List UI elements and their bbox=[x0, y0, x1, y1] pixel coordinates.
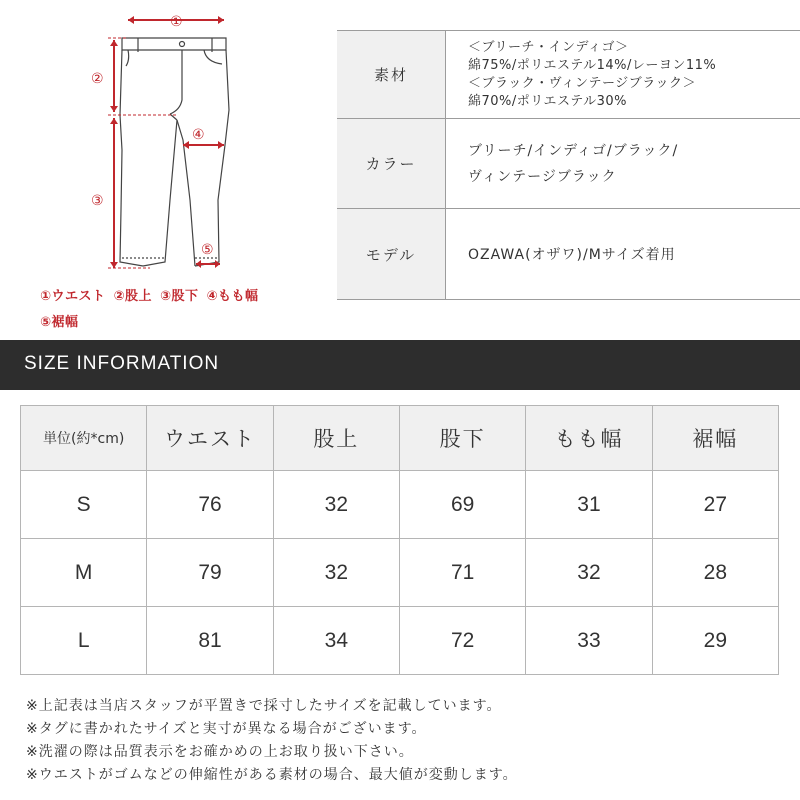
cell-inseam: 72 bbox=[399, 607, 525, 675]
cell-thigh: 33 bbox=[526, 607, 652, 675]
marker-5: ⑤ bbox=[201, 242, 214, 258]
table-row bbox=[21, 607, 779, 675]
measurement-diagram bbox=[0, 0, 330, 340]
cell-inseam: 69 bbox=[399, 471, 525, 539]
size-table-header bbox=[21, 406, 779, 471]
color-line: ヴィンテージブラック bbox=[468, 168, 617, 185]
size-information-bar bbox=[0, 340, 800, 390]
header-unit: 単位(約*cm) bbox=[21, 406, 147, 471]
legend-hem: ⑤裾幅 bbox=[40, 315, 79, 330]
spec-value-material bbox=[446, 31, 800, 119]
cell-thigh: 32 bbox=[526, 539, 652, 607]
spec-value-model bbox=[446, 209, 800, 300]
cell-hem: 28 bbox=[652, 539, 778, 607]
header-waist: ウエスト bbox=[147, 406, 273, 471]
material-line: 綿75%/ポリエステル14%/レーヨン11% bbox=[468, 57, 717, 73]
size-label: S bbox=[21, 471, 147, 539]
legend-row-1 bbox=[40, 285, 267, 304]
header-inseam: 股下 bbox=[399, 406, 525, 471]
note-line: ※タグに書かれたサイズと実寸が異なる場合がございます。 bbox=[26, 721, 427, 737]
legend-thigh: ④もも幅 bbox=[206, 289, 259, 304]
cell-waist: 81 bbox=[147, 607, 273, 675]
material-line: ＜ブリーチ・インディゴ＞ bbox=[468, 39, 629, 55]
header-rise: 股上 bbox=[273, 406, 399, 471]
cell-thigh: 31 bbox=[526, 471, 652, 539]
material-line: ＜ブラック・ヴィンテージブラック＞ bbox=[468, 75, 696, 91]
model-line: OZAWA(オザワ)/Mサイズ着用 bbox=[468, 247, 676, 263]
spec-row-color bbox=[337, 119, 800, 209]
spec-label-color: カラー bbox=[337, 119, 446, 209]
guide-lines bbox=[108, 38, 176, 268]
table-row bbox=[21, 471, 779, 539]
table-row bbox=[21, 539, 779, 607]
size-information-title: SIZE INFORMATION bbox=[24, 353, 220, 374]
cell-rise: 34 bbox=[273, 607, 399, 675]
marker-1: ① bbox=[170, 14, 183, 30]
cell-waist: 76 bbox=[147, 471, 273, 539]
size-label: L bbox=[21, 607, 147, 675]
cell-rise: 32 bbox=[273, 471, 399, 539]
legend-rise: ②股上 bbox=[113, 289, 153, 304]
spec-row-model bbox=[337, 209, 800, 300]
spec-row-material bbox=[337, 31, 800, 119]
cell-rise: 32 bbox=[273, 539, 399, 607]
cell-waist: 79 bbox=[147, 539, 273, 607]
cell-hem: 29 bbox=[652, 607, 778, 675]
jeans-outline bbox=[120, 38, 229, 266]
spec-label-material: 素材 bbox=[337, 31, 446, 119]
spec-label-model: モデル bbox=[337, 209, 446, 300]
color-line: ブリーチ/インディゴ/ブラック/ bbox=[468, 142, 679, 159]
spec-value-color bbox=[446, 119, 800, 209]
spec-table bbox=[337, 30, 800, 300]
header-thigh: もも幅 bbox=[526, 406, 652, 471]
note-line: ※ウエストがゴムなどの伸縮性がある素材の場合、最大値が変動します。 bbox=[26, 767, 518, 783]
cell-inseam: 71 bbox=[399, 539, 525, 607]
material-line: 綿70%/ポリエステル30% bbox=[468, 93, 627, 109]
marker-2: ② bbox=[91, 71, 104, 87]
header-hem: 裾幅 bbox=[652, 406, 778, 471]
size-table bbox=[20, 405, 779, 675]
legend-inseam: ③股下 bbox=[160, 289, 199, 304]
marker-4: ④ bbox=[192, 127, 205, 143]
size-label: M bbox=[21, 539, 147, 607]
cell-hem: 27 bbox=[652, 471, 778, 539]
notes bbox=[26, 695, 786, 787]
note-line: ※上記表は当店スタッフが平置きで採寸したサイズを記載しています。 bbox=[26, 698, 502, 714]
legend-waist: ①ウエスト bbox=[40, 289, 106, 304]
note-line: ※洗濯の際は品質表示をお確かめの上お取り扱い下さい。 bbox=[26, 744, 414, 760]
legend-row-2 bbox=[40, 311, 87, 330]
jeans-illustration bbox=[0, 0, 330, 300]
marker-3: ③ bbox=[91, 193, 104, 209]
